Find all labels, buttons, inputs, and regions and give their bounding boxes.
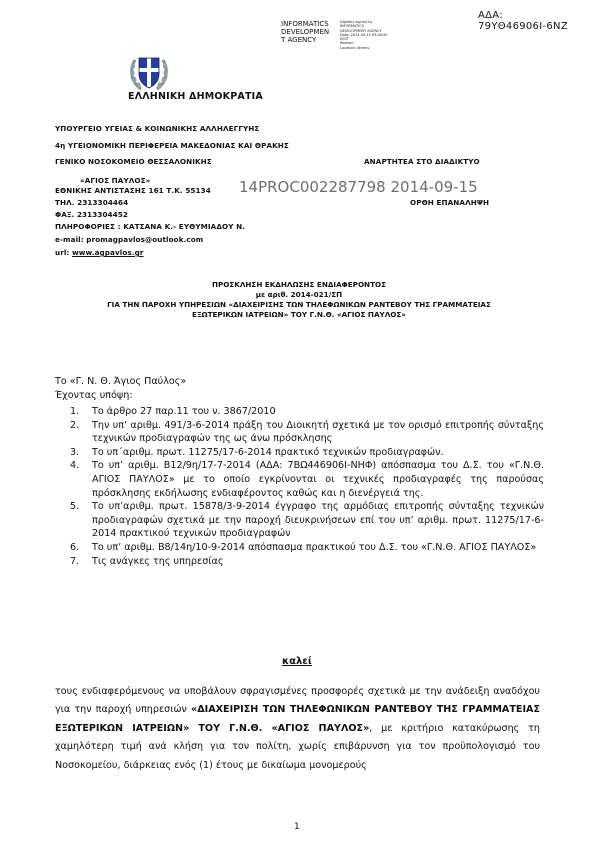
list-item-number: 5. xyxy=(70,501,80,513)
title-line-2: με αριθ. 2014-021/ΣΠ xyxy=(255,290,343,299)
fax-line: ΦΑΞ. 2313304452 xyxy=(55,210,128,219)
list-item-text: Το υπ’ αριθμ. Β8/14η/10-9-2014 απόσπασμα πρακτικού του Δ.Σ. του «Γ.Ν.Θ. ΑΓΙΟΣ ΠΑΥΛΟΣ» xyxy=(92,541,537,553)
list-item-number: 7. xyxy=(70,555,80,567)
hospital-name-line: «ΑΓΙΟΣ ΠΑΥΛΟΣ» xyxy=(80,176,151,185)
signature-agency-line: INFORMATICS xyxy=(281,20,329,28)
list-item-number: 3. xyxy=(70,446,80,458)
paragraph-text: τους ενδιαφερόμενους να υποβάλουν σφραγισμένες προσφορές σχετικά με την ανάδειξη αναδόχου για την παροχή υπηρεσιών xyxy=(55,686,540,716)
list-item xyxy=(70,459,544,500)
page-number: 1 xyxy=(294,822,300,832)
title-line-1: ΠΡΟΣΚΛΗΣΗ ΕΚΔΗΛΩΣΗΣ ΕΝΔΙΑΦΕΡΟΝΤΟΣ xyxy=(211,280,386,289)
document-title xyxy=(60,280,538,320)
list-item-text: Το υπ΄αριθμ. πρωτ. 11275/17-6-2014 πρακτικό τεχνικών προδιαγραφών. xyxy=(92,446,444,458)
signature-details xyxy=(340,20,400,50)
address-line: ΕΘΝΙΚΗΣ ΑΝΤΙΣΤΑΣΗΣ 161 Τ.Κ. 55134 xyxy=(55,186,211,195)
signature-agency xyxy=(281,20,339,44)
signature-agency-line: T AGENCY xyxy=(281,36,317,44)
considerations-list xyxy=(70,405,544,568)
title-line-4: ΕΞΩΤΕΡΙΚΩΝ ΙΑΤΡΕΙΩΝ» ΤΟΥ Γ.Ν.Θ. «ΑΓΙΟΣ ΠΑΥΛΟΣ» xyxy=(192,310,406,319)
signature-detail-line: Reason: xyxy=(340,41,354,46)
list-item xyxy=(70,555,544,569)
website-link[interactable]: www.agpavlos.gr xyxy=(72,248,144,257)
invitation-paragraph xyxy=(55,683,540,775)
info-line: ΠΛΗΡΟΦΟΡΙΕΣ : ΚΑΤΣΑΝΑ Κ.- ΕΥΘΥΜΙΑΔΟΥ Ν. xyxy=(55,222,246,231)
list-item-text: Τις ανάγκες της υπηρεσίας xyxy=(92,555,224,567)
list-item-number: 2. xyxy=(70,419,80,431)
list-item-number: 6. xyxy=(70,541,80,553)
email-line: e-mail: promagpavlos@outlook.com xyxy=(55,235,204,244)
list-item xyxy=(70,446,544,460)
signature-detail-line: INFORMATICS xyxy=(340,24,364,29)
registry-code: 14PROC002287798 2014-09-15 xyxy=(239,178,478,196)
list-item-number: 4. xyxy=(70,460,80,472)
republic-title: ΕΛΛΗΝΙΚΗ ΔΗΜΟΚΡΑΤΙΑ xyxy=(128,91,263,102)
signature-detail-line: Date: 2014.09.15 09:46:50 xyxy=(340,32,388,37)
list-item xyxy=(70,500,544,541)
intro-line-2: Έχοντας υπόψη: xyxy=(55,390,133,401)
posted-online-label: ΑΝΑΡΤΗΤΕΑ ΣΤΟ ΔΙΑΔΙΚΤΥΟ xyxy=(364,157,480,166)
call-heading: καλεί xyxy=(282,656,312,667)
title-line-3: ΓΙΑ ΤΗΝ ΠΑΡΟΧΗ ΥΠΗΡΕΣΙΩΝ «ΔΙΑΧΕΙΡΙΣΗΣ ΤΩΝ ΤΗΛΕΦΩΝΙΚΩΝ ΡΑΝΤΕΒΟΥ ΤΗΣ ΓΡΑΜΜΑΤΕΙΑΣ xyxy=(107,300,491,309)
list-item-text: Το άρθρο 27 παρ.11 του ν. 3867/2010 xyxy=(92,406,276,417)
paragraph-text: , με κριτήριο κατακύρωσης τη χαμηλότερη τιμή ανά κλήση για τον πολίτη, χωρίς επιβάρυνση για τον προϋπολογισμό του Νοσοκομείου, διάρκειας ενός (1) έτους με δικαίωμα μονομερούς xyxy=(55,722,540,771)
signature-agency-line: DEVELOPMEN xyxy=(281,28,330,36)
ministry-line: ΥΠΟΥΡΓΕΙΟ ΥΓΕΙΑΣ & ΚΟΙΝΩΝΙΚΗΣ ΑΛΛΗΛΕΓΓΥΗΣ xyxy=(55,124,260,133)
region-line: 4η ΥΓΕΙΟΝΟΜΙΚΗ ΠΕΡΙΦΕΡΕΙΑ ΜΑΚΕΔΟΝΙΑΣ ΚΑΙ ΘΡΑΚΗΣ xyxy=(55,141,289,150)
list-item-number: 1. xyxy=(70,406,80,417)
list-item-text: Το υπ’αριθμ. πρωτ. 15878/3-9-2014 έγγραφο της αρμόδιας επιτροπής σύνταξης τεχνικών προδιαγραφών σχετικά με την παροχή διευκρινήσεων επί του υπ’ αριθμ. πρωτ. 11275/17-6-2014 πρακτικού τεχνικών προδιαγραφών xyxy=(92,501,544,540)
greek-coat-of-arms-icon xyxy=(127,50,171,94)
signature-detail-line: Digitally signed by xyxy=(340,20,373,24)
correct-repetition-label: ΟΡΘΗ ΕΠΑΝΑΛΗΨΗ xyxy=(410,198,490,207)
list-item xyxy=(70,419,544,446)
intro-line-1: Το «Γ. Ν. Θ. Άγιος Παύλος» xyxy=(55,376,187,387)
url-label: url: xyxy=(55,248,73,257)
ada-code: ΑΔΑ: 79ΥΘ46906Ι-6ΝΖ xyxy=(478,10,568,32)
signature-detail-line: Location: Athens xyxy=(340,45,370,50)
phone-line: ΤΗΛ. 2313304464 xyxy=(55,198,129,207)
list-item-text: Την υπ’ αριθμ. 491/3-6-2014 πράξη του Διοικητή σχετικά με τον ορισμό επιτροπής σύνταξης τεχνικών προδιαγραφών της ως άνω πρόσκλησης xyxy=(92,419,544,445)
list-item xyxy=(70,405,544,419)
url-line xyxy=(55,248,143,257)
signature-detail-line: DEVELOPMENT AGENCY xyxy=(340,28,382,33)
hospital-line: ΓΕΝΙΚΟ ΝΟΣΟΚΟΜΕΙΟ ΘΕΣΣΑΛΟΝΙΚΗΣ xyxy=(55,157,212,166)
list-item xyxy=(70,541,544,555)
list-item-text: Το υπ’ αριθμ. Β12/9η/17-7-2014 (ΑΔΑ: 7ΒΩ446906Ι-ΝΗΦ) απόσπασμα του Δ.Σ. του «Γ.Ν.Θ. ΑΓΙΟΣ ΠΑΥΛΟΣ» με το οποίο εγκρίνονται οι τεχνικές προδιαγραφές της παρούσας πρόσκλησης εκδήλωσης ενδιαφέροντος καθώς και η διενέργειά της. xyxy=(92,460,544,499)
signature-detail-line: EEST xyxy=(340,37,349,42)
service-title: «ΔΙΑΧΕΙΡΙΣΗ ΤΩΝ ΤΗΛΕΦΩΝΙΚΩΝ ΡΑΝΤΕΒΟΥ ΤΗΣ ΓΡΑΜΜΑΤΕΙΑΣ ΕΞΩΤΕΡΙΚΩΝ ΙΑΤΡΕΙΩΝ» ΤΟΥ Γ.Ν.Θ. «ΑΓΙΟΣ ΠΑΥΛΟΣ» xyxy=(55,704,540,734)
